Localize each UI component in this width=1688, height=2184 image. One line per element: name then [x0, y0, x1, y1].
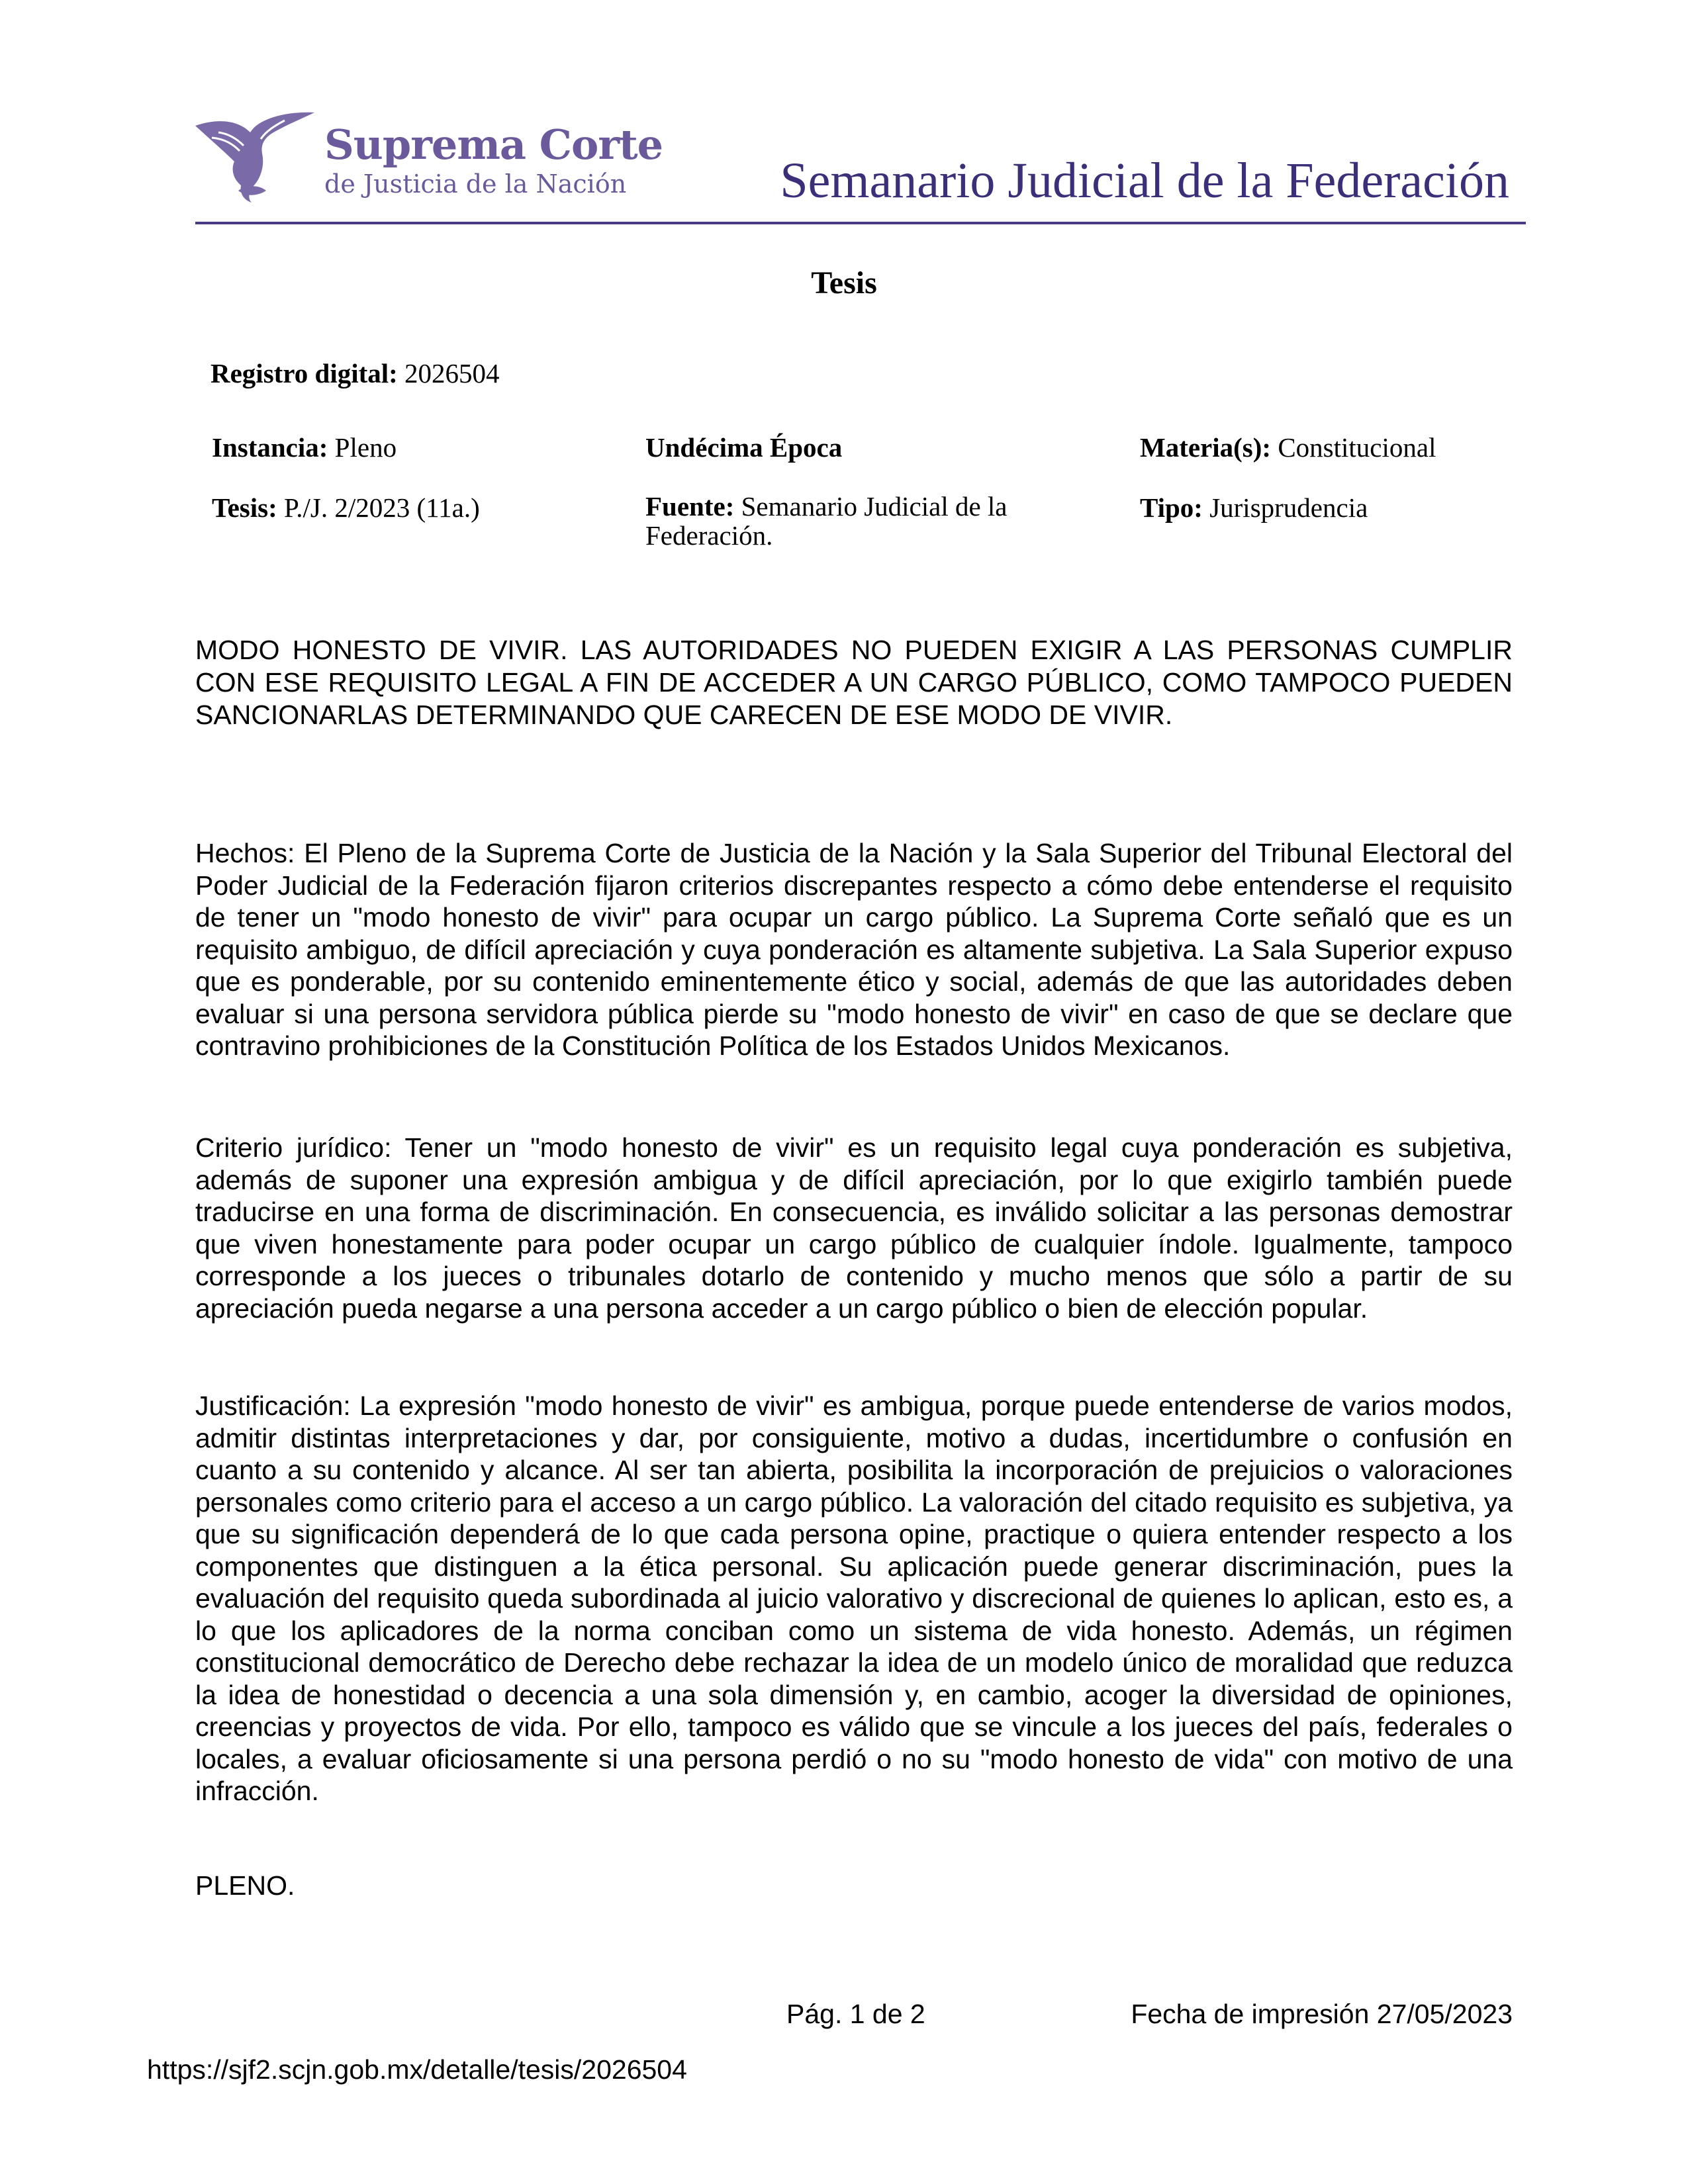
tesis-field [212, 492, 480, 523]
registro-label: Registro digital: [211, 358, 398, 388]
fuente-value: Semanario Judicial de la Federación. [645, 491, 1008, 551]
paragraph-hechos: Hechos: El Pleno de la Suprema Corte de Justicia de la Nación y la Sala Superior del Tribunal Electoral del Poder Judicial de la Federación fijaron criterios discrepantes respecto a cómo debe entenderse el requisito de tener un "modo honesto de vivir" para ocupar un cargo público. La Suprema Corte señaló que es un requisito ambiguo, de difícil apreciación y cuya ponderación es altamente subjetiva. La Sala Superior expuso que es ponderable, por su contenido eminentemente ético y social, además de que las autoridades deben evaluar si una persona servidora pública pierde su "modo honesto de vivir" en caso de que se declare que contravino prohibiciones de la Constitución Política de los Estados Unidos Mexicanos. [195, 838, 1513, 1061]
tipo-value: Jurisprudencia [1209, 492, 1368, 523]
registro-value: 2026504 [404, 358, 500, 388]
instancia-value: Pleno [334, 432, 397, 463]
tipo-label: Tipo: [1140, 492, 1203, 523]
scjn-logo [192, 106, 663, 205]
materia-value: Constitucional [1278, 432, 1436, 463]
fuente-field [645, 492, 1069, 550]
thesis-title: MODO HONESTO DE VIVIR. LAS AUTORIDADES NO PUEDEN EXIGIR A LAS PERSONAS CUMPLIR CON ESE REQUISITO LEGAL A FIN DE ACCEDER A UN CARGO PÚBLICO, COMO TAMPOCO PUEDEN SANCIONARLAS DETERMINANDO QUE CARECEN DE ESE MODO DE VIVIR. [195, 635, 1513, 730]
materia-field [1140, 432, 1436, 463]
paragraph-criterio: Criterio jurídico: Tener un "modo honesto de vivir" es un requisito legal cuya ponderación es subjetiva, además de suponer una expresión ambigua y de difícil apreciación, por lo que exigirlo también puede traducirse en una forma de discriminación. En consecuencia, es inválido solicitar a las personas demostrar que viven honestamente para poder ocupar un cargo público de cualquier índole. Igualmente, tampoco corresponde a los jueces o tribunales dotarlo de contenido y mucho menos que sólo a partir de su apreciación pueda negarse a una persona acceder a un cargo público o bien de elección popular. [195, 1132, 1513, 1324]
paragraph-pleno: PLENO. [195, 1870, 295, 1901]
materia-label: Materia(s): [1140, 432, 1272, 463]
instancia-field [212, 432, 397, 463]
tesis-label: Tesis: [212, 492, 277, 523]
print-date: Fecha de impresión 27/05/2023 [1131, 1999, 1513, 2029]
header-divider [195, 222, 1526, 224]
page-number: Pág. 1 de 2 [786, 1999, 925, 2029]
logo-subtitle: de Justicia de la Nación [324, 169, 627, 199]
document-heading: Tesis [811, 265, 877, 300]
paragraph-justificacion: Justificación: La expresión "modo honesto de vivir" es ambigua, porque puede entenderse de varios modos, admitir distintas interpretaciones y dar, por consiguiente, motivo a dudas, incertidumbre o confusión en cuanto a su contenido y alcance. Al ser tan abierta, posibilita la incorporación de prejuicios o valoraciones personales como criterio para el acceso a un cargo público. La valoración del citado requisito es subjetiva, ya que su significación dependerá de lo que cada persona opine, practique o quiera entender respecto a los componentes que distinguen a la ética personal. Su aplicación puede generar discriminación, pues la evaluación del requisito queda subordinada al juicio valorativo y discrecional de quienes lo aplican, esto es, a lo que los aplicadores de la norma conciban como un sistema de vida honesto. Además, un régimen constitucional democrático de Derecho debe rechazar la idea de un modelo único de moralidad que reduzca la idea de honestidad o decencia a una sola dimensión y, en cambio, acoger la diversidad de opiniones, creencias y proyectos de vida. Por ello, tampoco es válido que se vincule a los jueces del país, federales o locales, a evaluar oficiosamente si una persona perdió o no su "modo honesto de vida" con motivo de una infracción. [195, 1390, 1513, 1806]
tipo-field [1140, 492, 1368, 523]
logo-name: Suprema Corte [324, 120, 663, 169]
registro-field [211, 357, 500, 389]
instancia-label: Instancia: [212, 432, 328, 463]
source-url: https://sjf2.scjn.gob.mx/detalle/tesis/2026504 [147, 2054, 687, 2085]
tesis-value: P./J. 2/2023 (11a.) [284, 492, 480, 523]
epoca-field [645, 432, 842, 463]
publication-title: Semanario Judicial de la Federación [780, 153, 1509, 208]
eagle-emblem-icon [192, 106, 318, 205]
fuente-label: Fuente: [645, 491, 735, 522]
epoca-value: Undécima Época [645, 432, 843, 463]
